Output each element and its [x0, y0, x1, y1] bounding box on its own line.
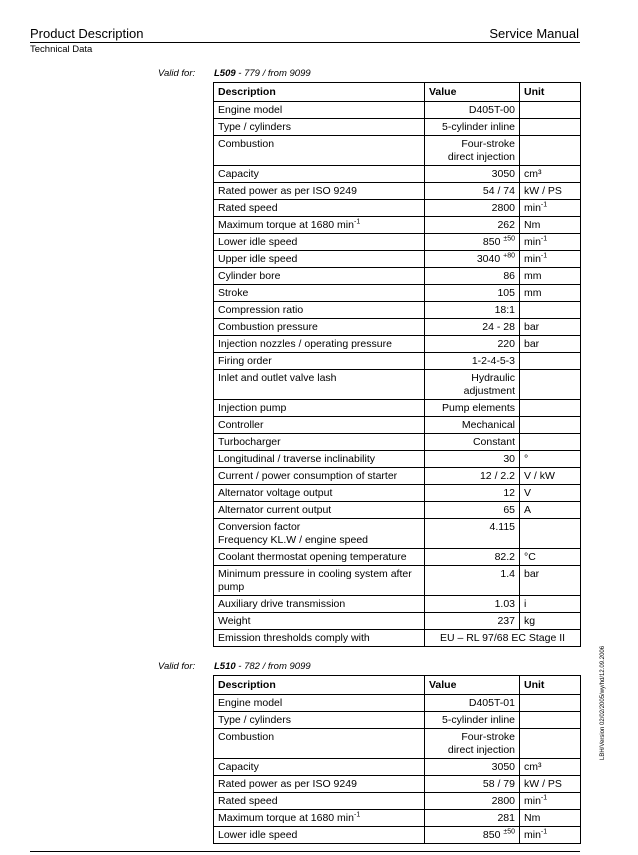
model-code: L510	[214, 661, 236, 672]
value-text: 3050	[491, 761, 515, 773]
row-unit	[520, 596, 581, 613]
header-unit: Unit	[520, 83, 581, 102]
value-text: 1.03	[494, 598, 515, 610]
value-text: Constant	[472, 436, 515, 448]
unit-text: V / kW	[524, 470, 555, 482]
row-description	[214, 434, 425, 451]
row-value	[425, 166, 520, 183]
row-value	[425, 776, 520, 793]
description-text-line2: pump	[218, 581, 245, 593]
description-text: Firing order	[218, 355, 272, 367]
row-value	[425, 596, 520, 613]
row-description	[214, 776, 425, 793]
unit-superscript: -1	[540, 252, 548, 260]
row-unit	[520, 119, 581, 136]
row-value	[425, 695, 520, 712]
footer-divider	[30, 851, 580, 852]
table-row	[214, 166, 581, 183]
value-tolerance: +80	[503, 252, 515, 260]
row-unit	[520, 400, 581, 417]
table-row	[214, 251, 581, 268]
value-text: 237	[497, 615, 515, 627]
header-unit: Unit	[520, 676, 581, 695]
row-description	[214, 451, 425, 468]
row-unit	[520, 183, 581, 200]
description-text: Stroke	[218, 287, 249, 299]
table-row	[214, 136, 581, 166]
description-text: Combustion	[218, 731, 275, 743]
row-description	[214, 136, 425, 166]
value-text: Pump elements	[442, 402, 515, 414]
value-text: D405T-00	[468, 104, 515, 116]
description-text: Lower idle speed	[218, 829, 298, 841]
table-row	[214, 630, 581, 647]
row-description	[214, 166, 425, 183]
description-text: Turbocharger	[218, 436, 281, 448]
row-unit	[520, 468, 581, 485]
row-unit	[520, 417, 581, 434]
row-value	[425, 302, 520, 319]
spec-table-2	[213, 675, 581, 844]
row-description	[214, 119, 425, 136]
description-text: Capacity	[218, 761, 259, 773]
unit-text: cm³	[524, 761, 542, 773]
page-title: Product Description	[30, 26, 144, 41]
table-row	[214, 451, 581, 468]
table-row	[214, 353, 581, 370]
value-text: 2800	[491, 795, 515, 807]
row-description	[214, 319, 425, 336]
row-description	[214, 302, 425, 319]
row-description	[214, 400, 425, 417]
table-row	[214, 566, 581, 596]
row-unit	[520, 217, 581, 234]
value-text: 4.115	[489, 521, 515, 533]
row-unit	[520, 759, 581, 776]
value-text: 58 / 79	[482, 778, 515, 790]
header-divider	[30, 42, 580, 43]
description-text: Auxiliary drive transmission	[218, 598, 346, 610]
row-description	[214, 729, 425, 759]
description-text: Conversion factor	[218, 521, 301, 533]
value-tolerance: ±50	[503, 235, 515, 243]
row-value	[425, 370, 520, 400]
value-text: 54 / 74	[482, 185, 515, 197]
spec-table-1	[213, 82, 581, 647]
description-text: Coolant thermostat opening temperature	[218, 551, 407, 563]
row-unit	[520, 319, 581, 336]
row-unit	[520, 485, 581, 502]
value-text: 24 - 28	[482, 321, 515, 333]
valid-for-label-2: Valid for:	[158, 661, 196, 672]
row-value	[425, 485, 520, 502]
valid-for-model-1	[214, 68, 311, 79]
value-text-line2: direct injection	[447, 744, 515, 756]
value-text: 1.4	[500, 568, 515, 580]
value-text-line2: adjustment	[463, 385, 515, 397]
table-row	[214, 400, 581, 417]
row-description	[214, 102, 425, 119]
description-text: Rated power as per ISO 9249	[218, 185, 357, 197]
row-unit	[520, 251, 581, 268]
value-text: 281	[497, 812, 515, 824]
row-unit	[520, 729, 581, 759]
table-row	[214, 285, 581, 302]
row-value	[425, 183, 520, 200]
row-unit	[520, 451, 581, 468]
row-value	[425, 285, 520, 302]
description-text: Inlet and outlet valve lash	[218, 372, 337, 384]
row-value: EU – RL 97/68 EC Stage II	[425, 630, 581, 647]
table-row	[214, 613, 581, 630]
table-header-row	[214, 83, 581, 102]
header-description: Description	[214, 83, 425, 102]
row-unit	[520, 285, 581, 302]
description-text: Emission thresholds comply with	[218, 632, 370, 644]
row-unit	[520, 136, 581, 166]
row-unit	[520, 268, 581, 285]
row-description	[214, 268, 425, 285]
unit-text: min	[524, 253, 541, 265]
value-text: 2800	[491, 202, 515, 214]
unit-text: bar	[524, 568, 540, 580]
table-header-row	[214, 676, 581, 695]
row-value	[425, 759, 520, 776]
value-text: 3050	[491, 168, 515, 180]
value-text: 850	[482, 236, 504, 248]
description-text-line2: Frequency KL.W / engine speed	[218, 534, 369, 546]
row-value	[425, 136, 520, 166]
value-text: Mechanical	[461, 419, 515, 431]
unit-superscript: -1	[540, 201, 548, 209]
row-description	[214, 759, 425, 776]
row-value	[425, 268, 520, 285]
table-row	[214, 810, 581, 827]
row-description	[214, 502, 425, 519]
description-text: Rated speed	[218, 202, 278, 214]
row-value	[425, 217, 520, 234]
value-text: 5-cylinder inline	[442, 121, 515, 133]
row-value	[425, 729, 520, 759]
value-text: 1-2-4-5-3	[471, 355, 515, 367]
description-text: Type / cylinders	[218, 121, 291, 133]
unit-text: mm	[524, 270, 542, 282]
unit-text: V	[524, 487, 532, 499]
value-text: 82.2	[494, 551, 515, 563]
table-row	[214, 102, 581, 119]
unit-text: °C	[524, 551, 536, 563]
table-row	[214, 712, 581, 729]
row-unit	[520, 434, 581, 451]
unit-text: mm	[524, 287, 542, 299]
row-value	[425, 566, 520, 596]
description-text: Current / power consumption of starter	[218, 470, 398, 482]
description-text: Alternator voltage output	[218, 487, 333, 499]
description-text: Maximum torque at 1680 min	[218, 812, 354, 824]
unit-text: kW / PS	[524, 185, 562, 197]
model-range: - 779 / from 9099	[235, 68, 311, 79]
unit-superscript: -1	[540, 794, 548, 802]
row-unit	[520, 102, 581, 119]
row-unit	[520, 370, 581, 400]
description-text: Combustion pressure	[218, 321, 318, 333]
row-value	[425, 336, 520, 353]
table-row	[214, 596, 581, 613]
row-description	[214, 549, 425, 566]
table-row	[214, 776, 581, 793]
description-text: Maximum torque at 1680 min	[218, 219, 354, 231]
section-subtitle: Technical Data	[30, 44, 93, 55]
unit-text: cm³	[524, 168, 542, 180]
table-row	[214, 234, 581, 251]
row-value	[425, 502, 520, 519]
table-row	[214, 549, 581, 566]
description-text: Minimum pressure in cooling system after	[218, 568, 412, 580]
row-unit	[520, 302, 581, 319]
description-text: Rated power as per ISO 9249	[218, 778, 357, 790]
description-text: Upper idle speed	[218, 253, 298, 265]
description-text: Alternator current output	[218, 504, 332, 516]
table-row	[214, 217, 581, 234]
row-value	[425, 793, 520, 810]
description-text: Engine model	[218, 697, 283, 709]
table-row	[214, 759, 581, 776]
row-description	[214, 217, 425, 234]
unit-text: bar	[524, 321, 540, 333]
row-unit	[520, 200, 581, 217]
row-description	[214, 234, 425, 251]
row-description	[214, 485, 425, 502]
row-value	[425, 451, 520, 468]
table-row	[214, 519, 581, 549]
value-text: Hydraulic	[471, 372, 515, 384]
row-value	[425, 468, 520, 485]
unit-text: min	[524, 795, 541, 807]
row-unit	[520, 613, 581, 630]
unit-superscript: -1	[540, 828, 548, 836]
valid-for-label-1: Valid for:	[158, 68, 196, 79]
row-description	[214, 695, 425, 712]
row-description	[214, 827, 425, 844]
description-text: Controller	[218, 419, 264, 431]
row-description	[214, 566, 425, 596]
row-unit	[520, 695, 581, 712]
row-unit	[520, 827, 581, 844]
value-text: 850	[482, 829, 504, 841]
description-text: Compression ratio	[218, 304, 304, 316]
row-description	[214, 417, 425, 434]
table-row	[214, 119, 581, 136]
table-row	[214, 336, 581, 353]
valid-for-model-2	[214, 661, 311, 672]
row-description	[214, 519, 425, 549]
row-value	[425, 613, 520, 630]
table-row	[214, 183, 581, 200]
row-value	[425, 827, 520, 844]
unit-text: min	[524, 829, 541, 841]
description-text: Weight	[218, 615, 251, 627]
row-value	[425, 234, 520, 251]
row-unit	[520, 519, 581, 549]
unit-text: °	[524, 453, 529, 465]
row-value	[425, 200, 520, 217]
value-text: Four-stroke	[461, 731, 515, 743]
row-unit	[520, 166, 581, 183]
unit-superscript: -1	[540, 235, 548, 243]
version-note: LBH/Version 02/02/2005/wy/hd/12.09.2006	[600, 645, 606, 760]
row-value	[425, 102, 520, 119]
row-value	[425, 519, 520, 549]
row-unit	[520, 353, 581, 370]
row-unit	[520, 793, 581, 810]
row-description	[214, 810, 425, 827]
table-row	[214, 417, 581, 434]
table-row	[214, 302, 581, 319]
row-unit	[520, 549, 581, 566]
table-row	[214, 695, 581, 712]
unit-text: Nm	[524, 812, 541, 824]
value-text: 5-cylinder inline	[442, 714, 515, 726]
row-unit	[520, 712, 581, 729]
manual-title: Service Manual	[489, 26, 579, 41]
description-text: Combustion	[218, 138, 275, 150]
unit-text: kW / PS	[524, 778, 562, 790]
value-text: 220	[497, 338, 515, 350]
row-description	[214, 370, 425, 400]
table-row	[214, 468, 581, 485]
row-value	[425, 549, 520, 566]
row-description	[214, 285, 425, 302]
unit-text: bar	[524, 338, 540, 350]
row-description	[214, 712, 425, 729]
value-text: 262	[497, 219, 515, 231]
unit-text: Nm	[524, 219, 541, 231]
table-row	[214, 268, 581, 285]
unit-text: A	[524, 504, 532, 516]
row-description	[214, 200, 425, 217]
row-unit	[520, 776, 581, 793]
description-text: Lower idle speed	[218, 236, 298, 248]
value-text: 105	[497, 287, 515, 299]
header-value: Value	[425, 676, 520, 695]
value-text: 65	[503, 504, 515, 516]
description-text: Cylinder bore	[218, 270, 281, 282]
description-text: Capacity	[218, 168, 259, 180]
row-unit	[520, 336, 581, 353]
row-value	[425, 434, 520, 451]
row-description	[214, 613, 425, 630]
row-description	[214, 183, 425, 200]
value-text: 12	[503, 487, 515, 499]
row-unit	[520, 810, 581, 827]
model-code: L509	[214, 68, 236, 79]
unit-text: i	[524, 598, 527, 610]
row-unit	[520, 566, 581, 596]
row-description	[214, 353, 425, 370]
row-unit	[520, 234, 581, 251]
value-text: 12 / 2.2	[479, 470, 515, 482]
row-value	[425, 251, 520, 268]
value-text: 18:1	[494, 304, 515, 316]
row-description	[214, 251, 425, 268]
value-text: 30	[503, 453, 515, 465]
row-value	[425, 417, 520, 434]
description-superscript: -1	[353, 811, 361, 819]
table-row	[214, 502, 581, 519]
row-description	[214, 468, 425, 485]
description-text: Injection nozzles / operating pressure	[218, 338, 392, 350]
value-text: Four-stroke	[461, 138, 515, 150]
description-text: Longitudinal / traverse inclinability	[218, 453, 376, 465]
value-text-line2: direct injection	[447, 151, 515, 163]
table-row	[214, 729, 581, 759]
header-description: Description	[214, 676, 425, 695]
model-range: - 782 / from 9099	[235, 661, 311, 672]
unit-text: min	[524, 236, 541, 248]
table-row	[214, 370, 581, 400]
row-value	[425, 353, 520, 370]
table-row	[214, 485, 581, 502]
row-description	[214, 336, 425, 353]
row-value	[425, 712, 520, 729]
row-description	[214, 596, 425, 613]
row-value	[425, 119, 520, 136]
description-text: Type / cylinders	[218, 714, 291, 726]
table-row	[214, 793, 581, 810]
unit-text: min	[524, 202, 541, 214]
table-row	[214, 827, 581, 844]
description-text: Injection pump	[218, 402, 287, 414]
table-row	[214, 434, 581, 451]
row-unit	[520, 502, 581, 519]
unit-text: kg	[524, 615, 536, 627]
table-row	[214, 319, 581, 336]
header-value: Value	[425, 83, 520, 102]
value-tolerance: ±50	[503, 828, 515, 836]
value-text: 86	[503, 270, 515, 282]
row-description	[214, 793, 425, 810]
row-value	[425, 319, 520, 336]
value-text: D405T-01	[468, 697, 515, 709]
description-superscript: -1	[353, 218, 361, 226]
table-row	[214, 200, 581, 217]
row-description	[214, 630, 425, 647]
row-value	[425, 810, 520, 827]
row-value	[425, 400, 520, 417]
description-text: Engine model	[218, 104, 283, 116]
value-text: 3040	[476, 253, 504, 265]
description-text: Rated speed	[218, 795, 278, 807]
